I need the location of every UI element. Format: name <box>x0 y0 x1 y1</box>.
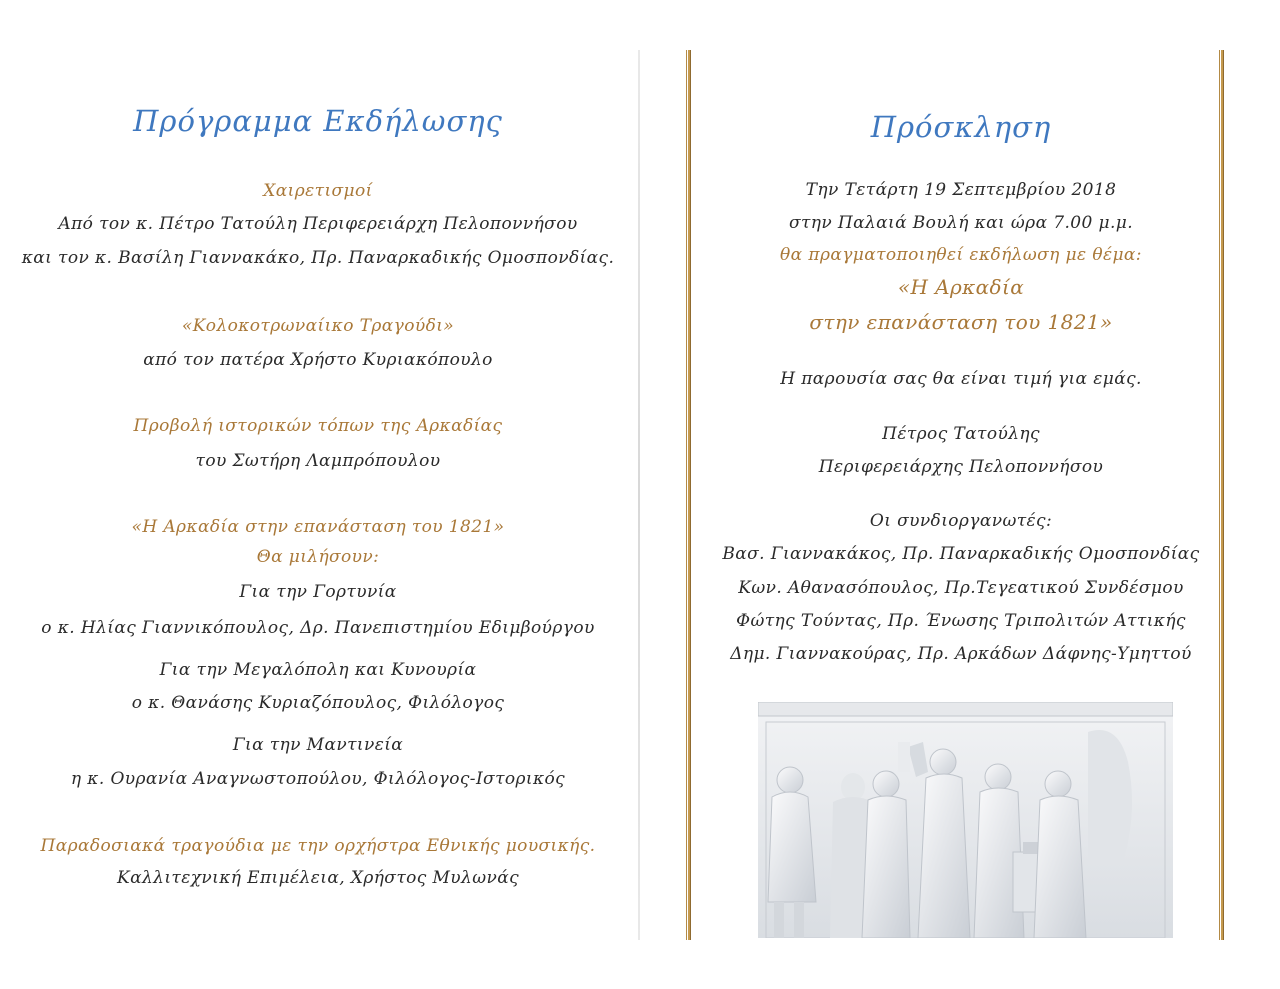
organizer-4: Δημ. Γιαννακούρας, Πρ. Αρκάδων Δάφνης-Υμηττού <box>730 644 1192 664</box>
music-credit: Καλλιτεχνική Επιμέλεια, Χρήστος Μυλωνάς <box>117 868 519 888</box>
greetings-heading: Χαιρετισμοί <box>263 181 373 201</box>
venue-line: στην Παλαιά Βουλή και ώρα 7.00 μ.μ. <box>788 213 1134 233</box>
megalopoli-speaker: ο κ. Θανάσης Κυριαζόπουλος, Φιλόλογος <box>131 693 505 713</box>
date-line: Την Τετάρτη 19 Σεπτεμβρίου 2018 <box>805 180 1117 200</box>
organizer-1: Βασ. Γιαννακάκος, Πρ. Παναρκαδικής Ομοσπονδίας <box>722 544 1200 564</box>
screening-author: του Σωτήρη Λαμπρόπουλου <box>195 451 441 471</box>
gortynia-label: Για την Γορτυνία <box>239 582 397 602</box>
greetings-line-2: και τον κ. Βασίλη Γιαννακάκο, Πρ. Παναρκαδικής Ομοσπονδίας. <box>21 248 615 268</box>
center-fold <box>638 50 640 940</box>
speakers-label: Θα μιλήσουν: <box>256 547 380 567</box>
organizers-heading: Οι συνδιοργανωτές: <box>869 511 1053 531</box>
song-heading: «Κολοκοτρωναίικο Τραγούδι» <box>181 316 455 336</box>
mantineia-speaker: η κ. Ουρανία Αναγνωστοπούλου, Φιλόλογος-Ιστορικός <box>70 769 566 789</box>
theme-line-2: στην επανάσταση του 1821» <box>809 310 1113 334</box>
organizer-3: Φώτης Τούντας, Πρ. Ένωσης Τριπολιτών Αττικής <box>736 611 1186 631</box>
marble-relief-image <box>758 702 1173 938</box>
organizer-2: Κων. Αθανασόπουλος, Πρ.Τεγεατικού Συνδέσμου <box>738 578 1184 598</box>
program-title: Πρόγραμμα Εκδήλωσης <box>133 104 503 138</box>
music-heading: Παραδοσιακά τραγούδια με την ορχήστρα Εθνικής μουσικής. <box>40 836 596 856</box>
signatory-name: Πέτρος Τατούλης <box>882 424 1040 444</box>
song-performer: από τον πατέρα Χρήστο Κυριακόπουλο <box>143 350 493 370</box>
gortynia-speaker: ο κ. Ηλίας Γιαννικόπουλος, Δρ. Πανεπιστημίου Εδιμβούργου <box>41 618 595 638</box>
screening-heading: Προβολή ιστορικών τόπων της Αρκαδίας <box>133 416 503 436</box>
mantineia-label: Για την Μαντινεία <box>232 735 404 755</box>
talk-heading: «Η Αρκαδία στην επανάσταση του 1821» <box>131 517 505 537</box>
greetings-line-1: Από τον κ. Πέτρο Τατούλη Περιφερειάρχη Πελοποννήσου <box>58 214 578 234</box>
invitation-title: Πρόσκληση <box>870 110 1052 144</box>
program-panel <box>0 0 636 989</box>
theme-line-1: «Η Αρκαδία <box>897 275 1025 299</box>
event-line: θα πραγματοποιηθεί εκδήλωση με θέμα: <box>780 245 1142 265</box>
honor-line: Η παρουσία σας θα είναι τιμή για εμάς. <box>780 369 1142 389</box>
megalopoli-label: Για την Μεγαλόπολη και Κυνουρία <box>159 660 477 680</box>
signatory-role: Περιφερειάρχης Πελοποννήσου <box>818 457 1104 477</box>
